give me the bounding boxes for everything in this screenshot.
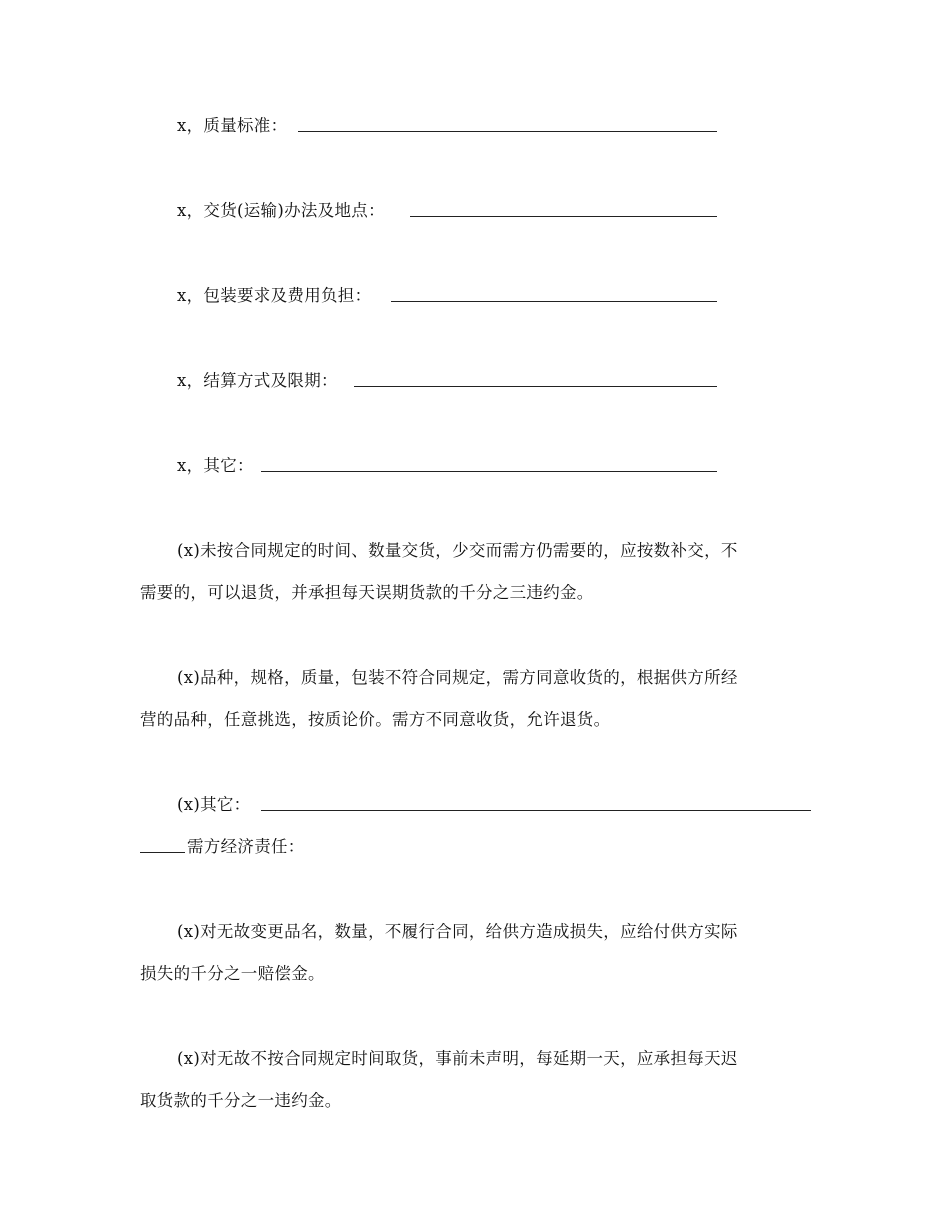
paragraph-change-order-line1: (x)对无故变更品名，数量，不履行合同，给供方造成损失，应给付供方实际 [177, 922, 738, 941]
blank-other-liability[interactable] [261, 810, 811, 811]
paragraph-nonconforming-line2: 营的品种，任意挑选，按质论价。需方不同意收货，允许退货。 [140, 710, 611, 729]
paragraph-late-pickup-line1: (x)对无故不按合同规定时间取货，事前未声明，每延期一天，应承担每天迟 [177, 1049, 738, 1068]
blank-delivery-method[interactable] [410, 216, 717, 217]
paragraph-late-pickup-line2: 取货款的千分之一违约金。 [140, 1091, 342, 1110]
paragraph-late-delivery-line1: (x)未按合同规定的时间、数量交货，少交而需方仍需要的，应按数补交，不 [177, 541, 738, 560]
field-label-other: x，其它： [177, 456, 254, 475]
field-label-delivery-method: x，交货(运输)办法及地点： [177, 201, 385, 220]
paragraph-late-delivery-line2: 需要的，可以退货，并承担每天误期货款的千分之三违约金。 [140, 583, 594, 602]
blank-quality-standard[interactable] [298, 131, 717, 132]
blank-packaging[interactable] [391, 301, 717, 302]
field-label-quality-standard: x，质量标准： [177, 116, 288, 135]
field-label-packaging: x，包装要求及费用负担： [177, 286, 372, 305]
paragraph-change-order-line2: 损失的千分之一赔偿金。 [140, 964, 325, 983]
field-label-settlement: x，结算方式及限期： [177, 371, 338, 390]
paragraph-other-label: (x)其它： [177, 795, 251, 814]
blank-other[interactable] [261, 471, 717, 472]
blank-other-liability-continued[interactable] [140, 852, 185, 853]
paragraph-nonconforming-line1: (x)品种，规格，质量，包装不符合同规定，需方同意收货的，根据供方所经 [177, 668, 738, 687]
section-heading-buyer-responsibility: 需方经济责任： [187, 837, 305, 856]
blank-settlement[interactable] [354, 386, 717, 387]
